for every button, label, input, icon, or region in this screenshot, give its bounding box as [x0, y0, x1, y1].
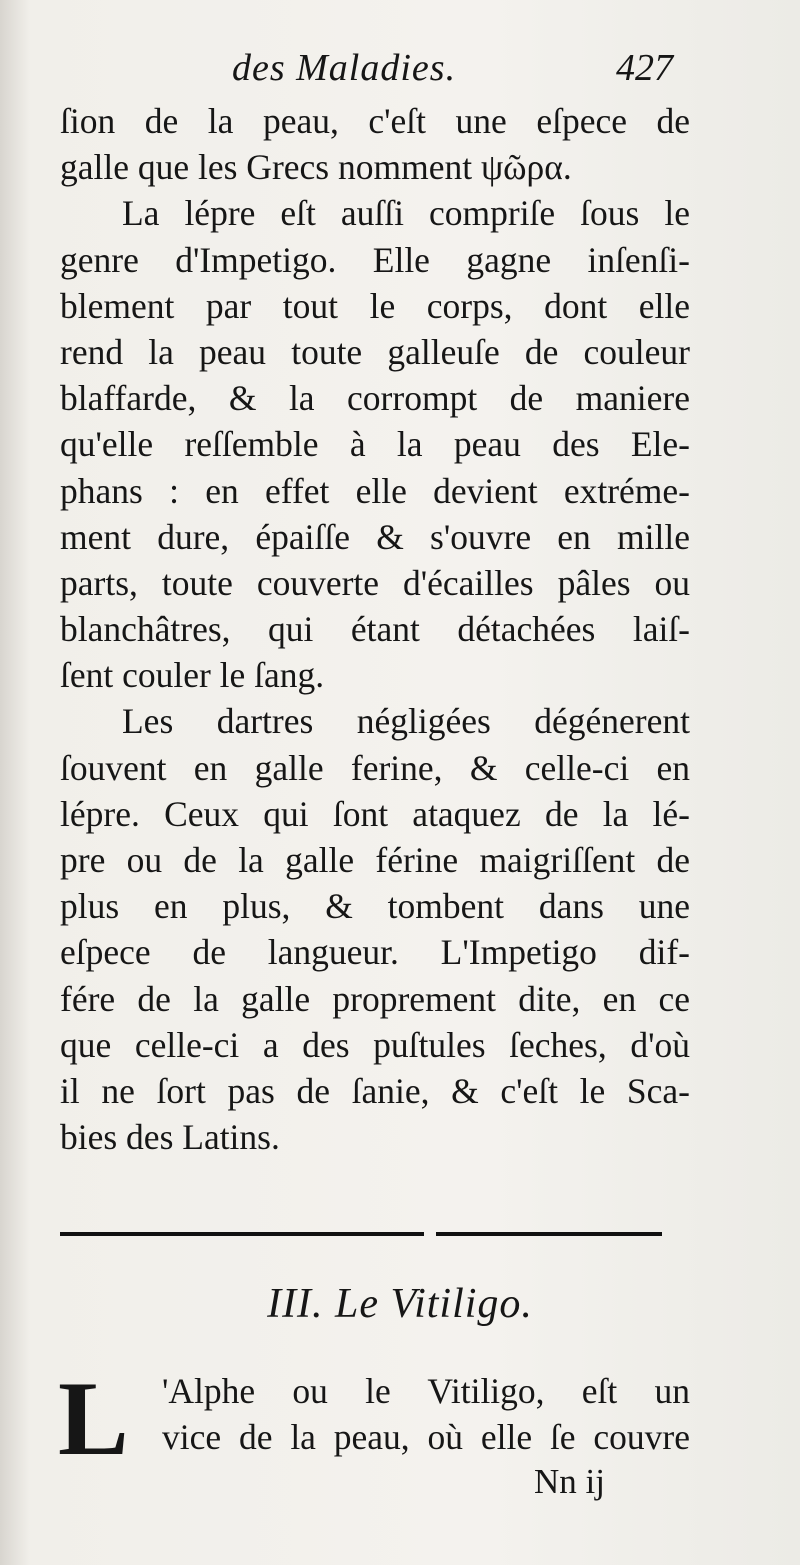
- text-line: il ne ſort pas de ſanie, & c'eſt le Sca-: [60, 1070, 690, 1111]
- text-line: rend la peau toute galleuſe de couleur: [60, 331, 690, 372]
- running-title: des Maladies.: [232, 47, 457, 89]
- text-line: pre ou de la galle férine maigriſſent de: [60, 840, 690, 880]
- text-line: bies des Latins.: [60, 1117, 280, 1158]
- signature-mark: Nn ij: [534, 1462, 605, 1501]
- section-text: [162, 1368, 690, 1460]
- text-line: que celle-ci a des puſtules ſeches, d'où: [60, 1024, 690, 1065]
- text-line: vice de la peau, où elle ſe couvre: [162, 1417, 690, 1458]
- body-text: [60, 98, 690, 1160]
- text-line: blement par tout le corps, dont elle: [60, 285, 690, 326]
- text-line: eſpece de langueur. L'Impetigo dif-: [60, 932, 690, 973]
- text-line: plus en plus, & tombent dans une: [60, 886, 690, 927]
- text-line: Les dartres négligées dégénerent: [122, 701, 690, 742]
- section-rule-right: [436, 1232, 662, 1236]
- text-line: lépre. Ceux qui ſont ataquez de la lé-: [60, 793, 690, 834]
- page-header: [0, 42, 800, 102]
- text-line: ſouvent en galle ferine, & celle-ci en: [60, 747, 690, 788]
- text-line: ment dure, épaiſſe & s'ouvre en mille: [60, 516, 690, 557]
- drop-cap: L: [58, 1360, 129, 1477]
- text-line: La lépre eſt auſſi compriſe ſous le: [122, 193, 690, 234]
- text-line: ſion de la peau, c'eſt une eſpece de: [60, 101, 690, 141]
- text-line: fére de la galle proprement dite, en ce: [60, 978, 690, 1019]
- text-line: phans : en effet elle devient extréme-: [60, 470, 690, 511]
- text-line: galle que les Grecs nomment ψῶρα.: [60, 147, 572, 188]
- page-number: 427: [616, 47, 673, 89]
- text-line: blaffarde, & la corrompt de maniere: [60, 378, 690, 419]
- text-line: 'Alphe ou le Vitiligo, eſt un: [162, 1371, 690, 1411]
- text-line: qu'elle reſſemble à la peau des Ele-: [60, 424, 690, 465]
- text-line: blanchâtres, qui étant détachées laiſ-: [60, 609, 690, 650]
- text-line: ſent couler le ſang.: [60, 655, 325, 696]
- text-line: genre d'Impetigo. Elle gagne inſenſi-: [60, 239, 690, 280]
- section-rule-left: [60, 1232, 424, 1236]
- text-line: parts, toute couverte d'écailles pâles ou: [60, 562, 690, 603]
- section-title: III. Le Vitiligo.: [267, 1281, 533, 1327]
